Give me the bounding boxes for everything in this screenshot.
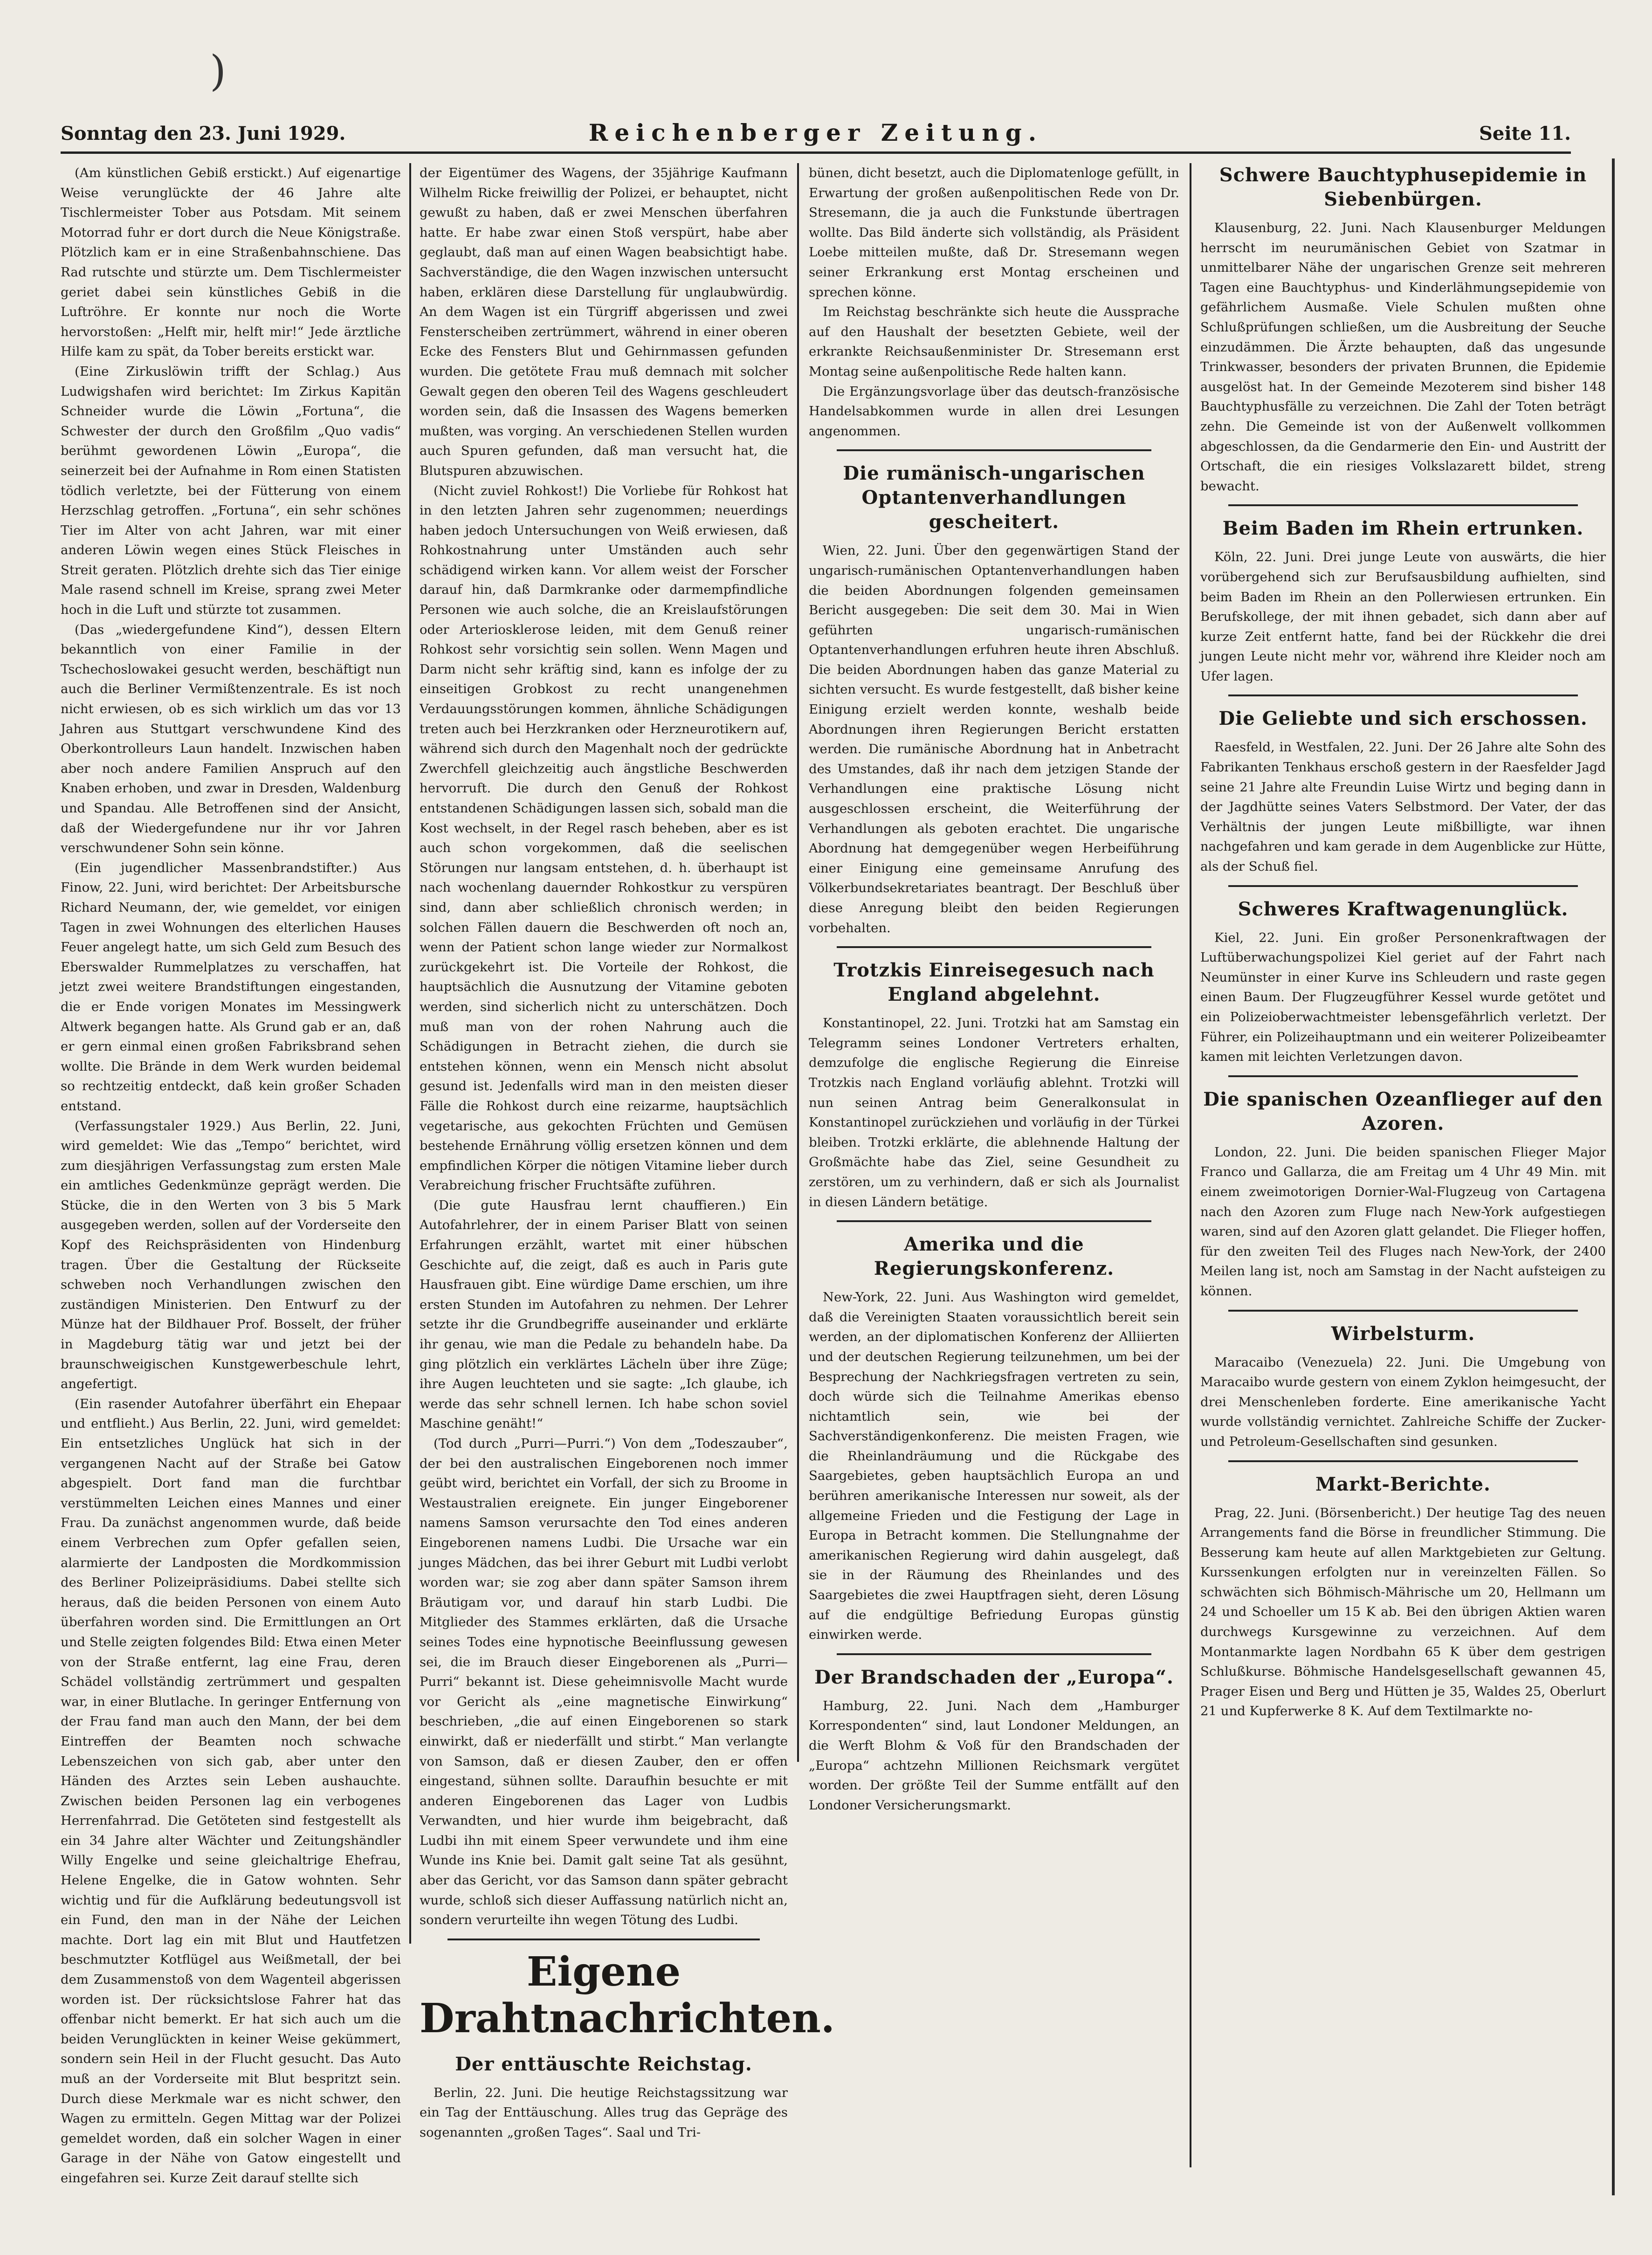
- article-paragraph: Hamburg, 22. Juni. Nach dem „Hamburger Korrespondenten“ sind, laut Londoner Meldungen, an die Werft Blohm & Voß für den Brandschaden der „Europa“ achtzehn Millionen Reichsmark vergütet worden. Der größte Teil der Summe entfällt auf den Londoner Versicherungsmarkt.: [809, 1698, 1179, 1813]
- column-divider: [1190, 163, 1191, 2167]
- column-1: [61, 163, 401, 2237]
- article-paragraph: Maracaibo (Venezuela) 22. Juni. Die Umgebung von Maracaibo wurde gestern von einem Zyklon heimgesucht, der drei Menschenleben forderte. Eine amerikanische Yacht wurde vollständig vernichtet. Zahlreiche Schiffe der Zucker- und Petroleum-Gesellschaften sind gesunken.: [1200, 1354, 1606, 1449]
- article-paragraph: Berlin, 22. Juni. Die heutige Reichstagssitzung war ein Tag der Enttäuschung. Alles trug das Gepräge des sogenannten „großen Tages“. Saal und Tri-: [420, 2085, 788, 2140]
- column-divider: [797, 163, 799, 1762]
- article-paragraph: (Ein jugendlicher Massenbrandstifter.) Aus Finow, 22. Juni, wird berichtet: Der Arbeitsbursche Richard Neumann, der, wie gemeldet, vor einigen Tagen in zwei Wohnungen des elterlichen Hauses Feuer angelegt hatte, um sich Geld zum Besuch des Eberswalder Rummelplatzes zu verschaffen, hat jetzt zwei weitere Brandstiftungen eingestanden, die er Ende vorigen Monates im Messingwerk Altwerk begangen hatte. Als Grund gab er an, daß er gern einmal einen großen Fabriksbrand sehen wollte. Die Brände in dem Werk wurden beidemal so rechtzeitig entdeckt, daß kein großer Schaden entstand.: [61, 860, 401, 1114]
- section-rule: [1228, 694, 1578, 696]
- article-headline: Markt-Berichte.: [1315, 1473, 1491, 1495]
- article-paragraph: (Am künstlichen Gebiß erstickt.) Auf eigenartige Weise verunglückte der 46 Jahre alte Tischlermeister Tober aus Potsdam. Mit seinem Motorrad fuhr er dort durch die Neue Königstraße. Plötzlich kam er in eine Straßenbahnschiene. Das Rad rutschte und stürzte um. Dem Tischlermeister geriet dabei sein künstliches Gebiß in die Luftröhre. Er konnte nur noch die Worte hervorstoßen: „Helft mir, helft mir!“ Jede ärztliche Hilfe kam zu spät, da Tober bereits erstickt war.: [61, 165, 401, 359]
- article-paragraph: der Eigentümer des Wagens, der 35jährige Kaufmann Wilhelm Ricke freiwillig der Polizei, er behauptet, nicht gewußt zu haben, daß er zwei Menschen überfahren hatte. Er habe zwar einen Stoß verspürt, habe aber geglaubt, daß man auf einen Wagen beabsichtigt habe. Sachverständige, die den Wagen inzwischen untersucht haben, erklären diese Darstellung für unglaubwürdig. An dem Wagen ist ein Türgriff abgerissen und zwei Fensterscheiben zertrümmert, während in einer oberen Ecke des Fensters Blut und Gehirnmassen gefunden wurden. Die getötete Frau muß demnach mit solcher Gewalt gegen den oberen Teil des Wagens geschleudert worden sein, daß die Insassen des Wagens bemerken mußten, was vorging. An verschiedenen Stellen wurden auch Spuren gefunden, daß man versucht hat, die Blutspuren abzuwischen.: [420, 165, 788, 478]
- section-rule: [447, 1939, 760, 1940]
- column-4: [1200, 163, 1606, 2237]
- page-edge: [1612, 158, 1615, 2195]
- section-rule: [837, 1220, 1151, 1222]
- column-divider: [409, 163, 411, 1944]
- article-paragraph: New-York, 22. Juni. Aus Washington wird gemeldet, daß die Vereinigten Staaten voraussichtlich bereit sein werden, an der diplomatischen Konferenz der Alliierten und der deutschen Regierung teilzunehmen, um bei der Besprechung der Nachkriegsfragen vertreten zu sein, doch würde sich die Teilnahme Amerikas ebenso nichtamtlich sein, wie bei der Sachverständigenkonferenz. Die meisten Fragen, wie die Rheinlandräumung und die Rückgabe des Saargebietes, geben hauptsächlich Europa an und berühren amerikanische Interessen nur soweit, als der allgemeine Frieden und die Festigung der Lage in Europa in Betracht kommen. Die Stellungnahme der amerikanischen Regierung wird dahin ausgelegt, daß sie in der Räumung des Rheinlandes und des Saargebietes die zwei Hauptfragen sieht, deren Lösung auf die endgültige Befriedung Europas günstig einwirken werde.: [809, 1290, 1179, 1643]
- article-paragraph: Konstantinopel, 22. Juni. Trotzki hat am Samstag ein Telegramm seines Londoner Vertreters erhalten, demzufolge die englische Regierung die Einreise Trotzkis nach England vorläufig ablehnt. Trotzki will nun seinen Antrag beim Generalkonsulat in Konstantinopel zurückziehen und vorläufig in der Türkei bleiben. Trotzki erklärte, die ablehnende Haltung der Großmächte habe das Ziel, seine Gesundheit zu zerstören, um zu verhindern, daß er sich als Journalist in diesen Ländern betätige.: [809, 1016, 1179, 1210]
- article-headline: Der enttäuschte Reichstag.: [455, 2053, 752, 2075]
- article-paragraph: Die Ergänzungsvorlage über das deutsch-französische Handelsabkommen wurde in allen drei Lesungen angenommen.: [809, 384, 1179, 439]
- section-rule: [837, 449, 1151, 451]
- page-number: Seite 11.: [1479, 123, 1571, 144]
- section-rule: [1228, 504, 1578, 506]
- article-paragraph: (Nicht zuviel Rohkost!) Die Vorliebe für Rohkost hat in den letzten Jahren sehr zugenommen; neuerdings haben jedoch Untersuchungen von Weiß erwiesen, daß Rohkostnahrung unter Umständen auch sehr schädigend wirken kann. Vor allem weist der Forscher darauf hin, daß Darmkranke oder darmempfindliche Personen wie auch solche, die an Kreislaufstörungen oder Arteriosklerose leiden, mit dem Genuß reiner Rohkost sehr vorsichtig sein sollen. Wenn Magen und Darm nicht sehr kräftig sind, kann es infolge der zu einseitigen Grobkost zu recht unangenehmen Verdauungsstörungen kommen, ähnliche Schädigungen treten auch bei Herzkranken oder Herzneurotikern auf, während sich durch den Magenhalt noch der gedrückte Zwerchfell gleichzeitig auch ängstliche Beschwerden hervorruft. Die durch den Genuß der Rohkost entstandenen Schädigungen lassen sich, sobald man die Kost wechselt, in der Regel rasch beheben, aber es ist auch schon vorgekommen, daß die seelischen Störungen nur langsam entstehen, d. h. überhaupt ist nach wochenlang dauernder Rohkostkur zu verspüren sind, dann aber schließlich chronisch werden; in solchen Fällen dauern die Beschwerden oft noch an, wenn der Patient schon lange wieder zur Normalkost zurückgekehrt ist. Die Vorteile der Rohkost, die hauptsächlich die Ausnutzung der Vitamine geboten werden, sind sicherlich nicht zu unterschätzen. Doch muß man von der rohen Nahrung auch die Schädigungen in Betracht ziehen, die durch sie entstehen können, wenn ein Mensch nicht absolut gesund ist. Jedenfalls wird man in den meisten dieser Fälle die Rohkost durch eine reizarme, hauptsächlich vegetarische, aus gekochten Früchten und Gemüsen bestehende Ernährung völlig ersetzen können und dem empfindlichen Körper die nötigen Vitamine lieber durch Verabreichung frischer Fruchtsäfte zuführen.: [420, 483, 788, 1193]
- article-headline: Wirbelsturm.: [1331, 1322, 1475, 1345]
- article-paragraph: bünen, dicht besetzt, auch die Diplomatenloge gefüllt, in Erwartung der großen außenpolitischen Rede von Dr. Stresemann, die ja auch die Funkstunde übertragen wollte. Das Bild änderte sich vollständig, als Präsident Loebe mitteilen mußte, daß Dr. Stresemann wegen seiner Erkrankung erst Montag erscheinen und sprechen könne.: [809, 165, 1179, 300]
- newspaper-title: Reichenberger Zeitung.: [588, 119, 1043, 146]
- article-headline: Die spanischen Ozeanflieger auf den Azoren.: [1203, 1088, 1603, 1134]
- section-rule: [837, 946, 1151, 948]
- section-rule: [1228, 885, 1578, 887]
- article-headline: Schweres Kraftwagenunglück.: [1238, 898, 1569, 920]
- article-paragraph: (Verfassungstaler 1929.) Aus Berlin, 22. Juni, wird gemeldet: Wie das „Tempo“ berichtet, wird zum diesjährigen Verfassungstag zum ersten Male ein amtliches Gedenkmünze geprägt werden. Die Stücke, die in den Werten von 3 bis 5 Mark ausgegeben werden, sollen auf der Vorderseite den Kopf des Reichspräsidenten von Hindenburg tragen. Über die Gestaltung der Rückseite schweben noch Verhandlungen zwischen den zuständigen Ministerien. Den Entwurf zu der Münze hat der Bildhauer Prof. Bosselt, der früher in Magdeburg tätig war und jetzt bei der braunschweigischen Kunstgewerbeschule lehrt, angefertigt.: [61, 1118, 401, 1392]
- margin-mark: ): [210, 47, 227, 96]
- article-paragraph: (Das „wiedergefundene Kind“), dessen Eltern bekanntlich von einer Familie in der Tschechoslowakei gesucht werden, beschäftigt nun auch die Berliner Vermißtenzentrale. Es ist noch nicht erwiesen, ob es sich wirklich um das vor 13 Jahren aus Stuttgart verschwundene Kind des Oberkontrolleurs Laun handelt. Inzwischen haben aber noch andere Familien Anspruch auf den Knaben erhoben, und zwar in Dresden, Waldenburg und Spandau. Alle Betroffenen sind der Ansicht, daß der Wiedergefundene nur ihr vor Jahren verschwundener Sohn sein könne.: [61, 622, 401, 856]
- article-paragraph: (Die gute Hausfrau lernt chauffieren.) Ein Autofahrlehrer, der in einem Pariser Blatt von seinen Erfahrungen erzählt, wartet mit einer hübschen Geschichte auf, die zeigt, daß es auch in Paris gute Hausfrauen gibt. Eine würdige Dame erschien, um ihre ersten Stunden im Autofahren zu nehmen. Der Lehrer setzte ihr die Grundbegriffe auseinander und erklärte ihr genau, wie man die Pedale zu behandeln habe. Da ging plötzlich ein verklärtes Lächeln über ihre Züge; ihre Augen leuchteten und sie sagte: „Ich glaube, ich werde das sehr schnell lernen. Ich habe schon soviel Maschine genäht!“: [420, 1197, 788, 1431]
- section-title: Eigene Drahtnachrichten.: [420, 1948, 835, 2042]
- article-headline: Amerika und die Regierungskonferenz.: [874, 1233, 1115, 1280]
- article-paragraph: Kiel, 22. Juni. Ein großer Personenkraftwagen der Luftüberwachungspolizei Kiel geriet auf der Fahrt nach Neumünster in einer Kurve ins Schleudern und raste gegen einen Baum. Der Flugzeugführer Kessel wurde getötet und ein Polizeioberwachtmeister lebensgefährlich verletzt. Der Führer, ein Polizeihauptmann und ein weiterer Polizeibeamter kamen mit leichten Verletzungen davon.: [1200, 930, 1606, 1065]
- article-headline: Schwere Bauchtyphusepidemie in Siebenbürgen.: [1219, 164, 1587, 210]
- header-date: Sonntag den 23. Juni 1929.: [61, 123, 346, 144]
- article-headline: Beim Baden im Rhein ertrunken.: [1222, 517, 1584, 540]
- article-headline: Der Brandschaden der „Europa“.: [814, 1666, 1174, 1688]
- article-paragraph: Raesfeld, in Westfalen, 22. Juni. Der 26 Jahre alte Sohn des Fabrikanten Tenkhaus erschoß gestern in der Raesfelder Jagd seine 21 Jahre alte Freundin Luise Wirtz und beging dann in der Jagdhütte seines Vaters Selbstmord. Der Vater, der das Verhältnis der jungen Leute mißbilligte, war ihnen nachgefahren und kam gerade in dem Augenblicke zur Hütte, als der Schuß fiel.: [1200, 740, 1606, 874]
- article-paragraph: (Eine Zirkuslöwin trifft der Schlag.) Aus Ludwigshafen wird berichtet: Im Zirkus Kapitän Schneider wurde die Löwin „Fortuna“, die Schwester der durch den Großfilm „Quo vadis“ berühmt gewordenen Löwin „Europa“, die seinerzeit bei der Aufnahme in Rom einen Statisten tödlich verletzte, bei der Fütterung von einem Herzschlag getroffen. „Fortuna“, ein sehr schönes Tier im Alter von acht Jahren, war mit einer anderen Löwin wegen eines Stück Fleisches in Streit geraten. Plötzlich drehte sich das Tier einige Male rasend schnell im Kreise, sprang zwei Meter hoch in die Luft und stürzte tot zusammen.: [61, 364, 401, 618]
- section-rule: [1228, 1460, 1578, 1462]
- article-headline: Die Geliebte und sich erschossen.: [1218, 708, 1588, 730]
- article-headline: Trotzkis Einreisegesuch nach England abgelehnt.: [833, 959, 1155, 1006]
- page-header: [61, 119, 1571, 154]
- column-2: [420, 163, 835, 2237]
- section-rule: [1228, 1310, 1578, 1312]
- article-paragraph: Köln, 22. Juni. Drei junge Leute von auswärts, die hier vorübergehend sich zur Berufsausbildung aufhielten, sind beim Baden im Rhein an den Pollerwiesen ertrunken. Ein Berufskollege, der mit ihnen gebadet, sich dann aber auf kurze Zeit entfernt hatte, fand bei der Rückkehr die drei jungen Leute nicht mehr vor, während ihre Kleider noch am Ufer lagen.: [1200, 550, 1606, 684]
- article-paragraph: (Ein rasender Autofahrer überfährt ein Ehepaar und entflieht.) Aus Berlin, 22. Juni, wird gemeldet: Ein entsetzliches Unglück hat sich in der vergangenen Nacht auf der Straße bei Gatow abgespielt. Dort fand man die furchtbar verstümmelten Leichen eines Mannes und einer Frau. Da zunächst angenommen wurde, daß beide einem Verbrechen zum Opfer gefallen seien, alarmierte der Landposten die Mordkommission des Berliner Polizeipräsidiums. Dabei stellte sich heraus, daß die beiden Personen von einem Auto überfahren worden sind. Die Ermittlungen an Ort und Stelle zeigten folgendes Bild: Etwa einen Meter von der Straße entfernt, lag eine Frau, deren Schädel vollständig zertrümmert und gespalten war, in einer Blutlache. In geringer Entfernung von der Frau fand man auch den Mann, der bei dem Eintreffen der Beamten noch schwache Lebenszeichen von sich gab, aber unter den Händen des Arztes sein Leben aushauchte. Zwischen beiden Personen lag ein verbogenes Herrenfahrrad. Die Getöteten sind festgestellt als ein 34 Jahre alter Wächter und Zeitungshändler Willy Engelke und seine gleichaltrige Ehefrau, Helene Engelke, die in Gatow wohnten. Sehr wichtig und für die Aufklärung bedeutungsvoll ist ein Fund, den man in der Nähe der Leichen machte. Dort lag ein mit Blut und Hautfetzen beschmutzter Kotflügel aus Weißmetall, der bei dem Zusammenstoß von dem Wagenteil abgerissen worden ist. Der rücksichtslose Fahrer hat das offenbar nicht bemerkt. Er hat sich auch um die beiden Verunglückten in keiner Weise gekümmert, sondern sein Heil in der Flucht gesucht. Das Auto muß an der Vorderseite mit Blut bespritzt sein. Durch diese Merkmale war es nicht schwer, den Wagen zu ermitteln. Gegen Mittag war der Polizei gemeldet worden, daß ein solcher Wagen in einer Garage in der Nähe von Gatow eingestellt und eingefahren sei. Kurze Zeit darauf stellte sich: [61, 1396, 401, 2186]
- column-3: [809, 163, 1179, 2237]
- article-paragraph: Wien, 22. Juni. Über den gegenwärtigen Stand der ungarisch-rumänischen Optantenverhandlungen haben die beiden Abordnungen folgenden gemeinsamen Bericht ausgegeben: Die seit dem 30. Mai in Wien geführten ungarisch-rumänischen Optantenverhandlungen erfuhren heute ihren Abschluß. Die beiden Abordnungen haben das ganze Material zu sichten versucht. Es wurde festgestellt, daß bisher keine Einigung erzielt werden konnte, weshalb beide Abordnungen ihren Regierungen Bericht erstatten werden. Die rumänische Abordnung hat in Anbetracht des Umstandes, daß ihr nach dem jetzigen Stande der Verhandlungen eine praktische Lösung nicht ausgeschlossen erscheint, die Weiterführung der Verhandlungen als geboten erachtet. Die ungarische Abordnung hat demgegenüber wegen Herbeiführung einer Einigung eine gemeinsame Anrufung des Völkerbundsekretariates beantragt. Der Beschluß über diese Anregung bleibt den beiden Regierungen vorbehalten.: [809, 543, 1179, 935]
- article-paragraph: (Tod durch „Purri—Purri.“) Von dem „Todeszauber“, der bei den australischen Eingeborenen noch immer geübt wird, berichtet ein Vorfall, der sich zu Broome in Westaustralien ereignete. Ein junger Eingeborener namens Samson verursachte den Tod eines anderen Eingeborenen namens Ludbi. Die Ursache war ein junges Mädchen, das bei ihrer Geburt mit Ludbi verlobt worden war; sie zog aber dann später Samson ihrem Bräutigam vor, und darauf hin starb Ludbi. Die Mitglieder des Stammes erklärten, daß die Ursache seines Todes eine hypnotische Beeinflussung gewesen sei, die im Brauch dieser Eingeborenen als „Purri—Purri“ bekannt ist. Diese geheimnisvolle Macht wurde vor Gericht als „eine magnetische Einwirkung“ beschrieben, „die auf einen Eingeborenen so stark einwirkt, daß er niederfällt und stirbt.“ Man verlangte von Samson, daß er diesen Zauber, den er offen eingestand, sühnen sollte. Daraufhin besuchte er mit anderen Eingeborenen das Lager von Ludbis Verwandten, und hier wurde ihm beigebracht, daß Ludbi ihn mit einem Speer verwundete und ihm eine Wunde ins Knie bei. Damit galt seine Tat als gesühnt, aber das Gericht, vor das Samson dann später gebracht wurde, schloß sich dieser Auffassung natürlich nicht an, sondern verurteilte ihn wegen Tötung des Ludbi.: [420, 1436, 788, 1928]
- article-headline: Die rumänisch-ungarischen Optantenverhandlungen gescheitert.: [843, 462, 1145, 533]
- section-rule: [1228, 1075, 1578, 1077]
- article-paragraph: Prag, 22. Juni. (Börsenbericht.) Der heutige Tag des neuen Arrangements fand die Börse in freundlicher Stimmung. Die Besserung kam heute auf allen Marktgebieten zur Geltung. Kurssenkungen erfolgten nur in vereinzelten Fällen. So schwächten sich Böhmisch-Mährische um 20, Hellmann um 24 und Schoeller um 15 K ab. Bei den übrigen Aktien waren durchwegs Kursgewinne zu verzeichnen. Auf dem Montanmarkte lagen Nordbahn 65 K über dem gestrigen Schlußkurse. Böhmische Handelsgesellschaft gewannen 45, Prager Eisen und Berg und Hütten je 35, Waldes 25, Oberlurt 21 und Kupferwerke 8 K. Auf dem Textilmarkte no-: [1200, 1505, 1606, 1719]
- article-paragraph: London, 22. Juni. Die beiden spanischen Flieger Major Franco und Gallarza, die am Freitag um 4 Uhr 49 Min. mit einem zweimotorigen Dornier-Wal-Flugzeug von Cartagena nach den Azoren zum Fluge nach New-York aufgestiegen waren, sind auf den Azoren glatt gelandet. Die Flieger hoffen, für den zweiten Teil des Fluges nach New-York, der 2400 Meilen lang ist, noch am Samstag in der Nacht aufsteigen zu können.: [1200, 1144, 1606, 1299]
- section-rule: [837, 1653, 1151, 1655]
- article-paragraph: Klausenburg, 22. Juni. Nach Klausenburger Meldungen herrscht im neurumänischen Gebiet von Szatmar in unmittelbarer Nähe der ungarischen Grenze seit mehreren Tagen eine Bauchtyphus- und Kinderlähmungsepidemie von gefährlichem Ausmaße. Viele Schulen mußten ohne Schlußprüfungen schließen, um die Ausbreitung der Seuche einzudämmen. Die Ärzte behaupten, daß das ungesunde Trinkwasser, besonders der privaten Brunnen, die Epidemie ausgelöst hat. In der Gemeinde Mezoterem sind bisher 148 Bauchtyphusfälle zu verzeichnen. Die Zahl der Toten beträgt zehn. Die Gemeinde ist von der Außenwelt vollkommen abgeschlossen, da die Gendarmerie den Ein- und Austritt der Ortschaft, die ein riesiges Volkslazarett bildet, streng bewacht.: [1200, 220, 1606, 494]
- article-paragraph: Im Reichstag beschränkte sich heute die Aussprache auf den Haushalt der besetzten Gebiete, weil der erkrankte Reichsaußenminister Dr. Stresemann erst Montag seine außenpolitische Rede halten kann.: [809, 304, 1179, 379]
